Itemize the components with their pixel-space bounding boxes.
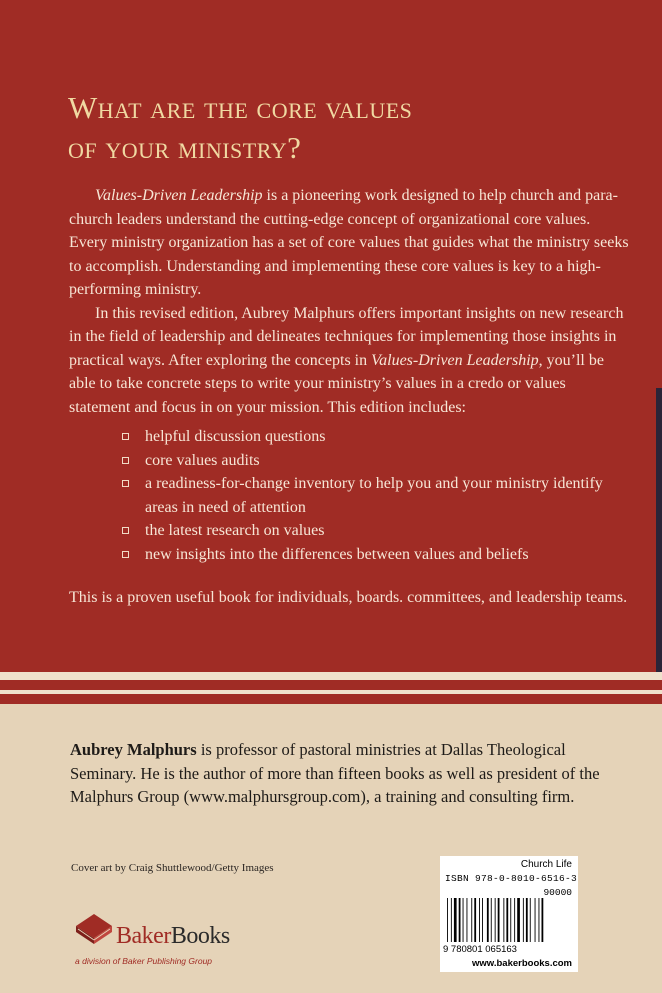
barcode-number: 9 780801 065163 — [443, 944, 517, 955]
publisher-name: BakerBooks — [116, 923, 230, 949]
author-name: Aubrey Malphurs — [70, 740, 197, 759]
description-text — [69, 184, 629, 610]
second-paragraph: In this revised edition, Aubrey Malphurs offers important insights on new research in the field of leadership and delineates techniques for implementing those insights in practical ways. After exploring the concepts in Values-Driven Leadership, you’ll be able to take concrete steps to write your ministry’s values in a credo or values statement and focus in on your mission. This edition includes: — [69, 304, 624, 416]
publisher-tagline: a division of Baker Publishing Group — [75, 956, 213, 966]
book-title: Values-Driven Leadership — [95, 187, 263, 204]
square-bullet-icon — [122, 527, 129, 534]
barcode-icon — [445, 898, 573, 944]
closing-paragraph: This is a proven useful book for individuals, boards. committees, and leadership teams. — [69, 589, 628, 606]
feature-list — [69, 425, 629, 566]
list-item: the latest research on values — [122, 519, 629, 543]
category-label: Church Life — [520, 859, 572, 870]
square-bullet-icon — [122, 480, 129, 487]
list-item: new insights into the differences between values and beliefs — [122, 543, 629, 567]
heading-line-2: of your ministry? — [68, 130, 302, 165]
publisher-logo — [74, 908, 264, 968]
list-item: core values audits — [122, 449, 629, 473]
cover-credit: Cover art by Craig Shuttlewood/Getty Images — [71, 862, 274, 874]
heading-line-1: What are the core values — [68, 90, 413, 125]
isbn-text: ISBN 978-0-8010-6516-3 — [445, 873, 578, 884]
spine-edge — [656, 388, 662, 688]
author-bio: Aubrey Malphurs is professor of pastoral ministries at Dallas Theological Seminary. He is the author of more than fifteen books as well as president of the Malphurs Group (www.malphursgroup.com), a training and consulting firm. — [70, 740, 600, 806]
divider-stripe — [0, 680, 662, 690]
publisher-url: www.bakerbooks.com — [472, 958, 572, 969]
bakerbooks-logo-icon — [74, 910, 114, 950]
square-bullet-icon — [122, 457, 129, 464]
divider-stripe — [0, 672, 662, 680]
square-bullet-icon — [122, 551, 129, 558]
list-item: helpful discussion questions — [122, 425, 629, 449]
intro-paragraph: Values-Driven Leadership is a pioneering work designed to help church and para-church leaders understand the cutting-edge concept of organizational core values. Every ministry organization has a set of core values that guides what the ministry seeks to accomplish. Understanding and implementing these core values is key to a high-performing ministry. — [69, 187, 629, 298]
divider-stripe — [0, 694, 662, 704]
price-code: 90000 — [543, 887, 572, 898]
barcode-label — [440, 856, 578, 972]
book-title-inline: Values-Driven Leadership — [371, 351, 539, 369]
list-item: a readiness-for-change inventory to help you and your ministry identify areas in need of attention — [122, 472, 629, 519]
square-bullet-icon — [122, 433, 129, 440]
cover-heading — [68, 88, 628, 168]
